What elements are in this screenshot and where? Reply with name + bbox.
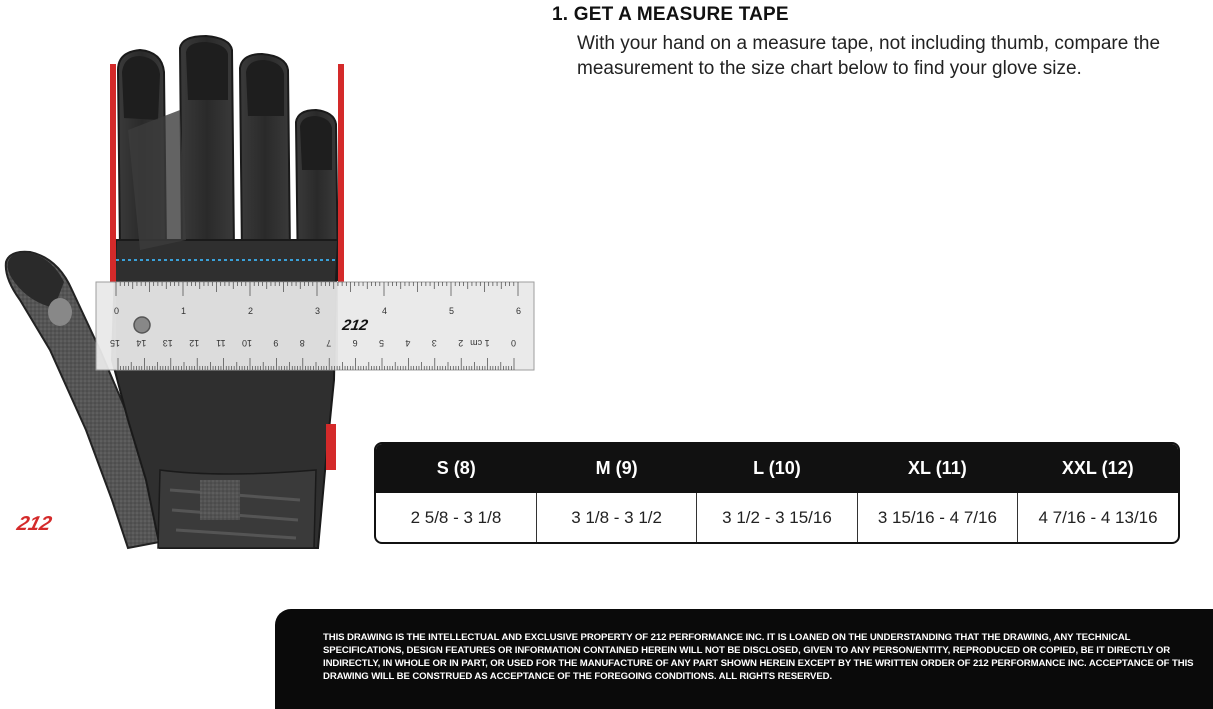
ruler-cm-label: 2 xyxy=(458,338,464,348)
legal-notice-text: THIS DRAWING IS THE INTELLECTUAL AND EXCLUSIVE PROPERTY OF 212 PERFORMANCE INC. IT IS LOANED ON THE UNDERSTANDING THAT THE DRAWING, ANY TECHNICAL SPECIFICATIONS, DESIGN FEATURES OR INFORMATION CONTAINED HEREIN WILL NOT BE DISCLOSED, GIVEN TO ANY PERSON/ENTITY, REPRODUCED OR COPIED, BE IT DIRECTLY OR INDIRECTLY, IN WHOLE OR IN PART, OR USED FOR THE MANUFACTURE OF ANY PART SHOWN HEREIN EXCEPT BY THE WRITTEN ORDER OF 212 PERFORMANCE INC. ACCEPTANCE OF THIS DRAWING WILL BE CONSTRUED AS ACCEPTANCE OF THE FOREGOING CONDITIONS. ALL RIGHTS RESERVED. xyxy=(323,632,1194,682)
size-range: 3 1/2 - 3 15/16 xyxy=(697,493,857,542)
ruler-inch-label: 6 xyxy=(516,306,522,316)
ruler-inch-label: 2 xyxy=(248,306,254,316)
size-range: 4 7/16 - 4 13/16 xyxy=(1018,493,1178,542)
ruler-inch-label: 3 xyxy=(315,306,321,316)
ruler-cm-label: 5 xyxy=(378,338,384,348)
size-header: L (10) xyxy=(697,444,857,493)
step-title: 1. GET A MEASURE TAPE xyxy=(552,4,789,25)
ruler-cm-label: 3 xyxy=(431,338,437,348)
measure-marker-left xyxy=(110,64,116,282)
ruler-cm-label: 8 xyxy=(299,338,305,348)
ruler-inch-label: 5 xyxy=(449,306,455,316)
ruler-cm-label: 4 xyxy=(405,338,411,348)
ruler-cm-label: 9 xyxy=(273,338,279,348)
size-header: S (8) xyxy=(376,444,536,493)
ruler-inch-label: 4 xyxy=(382,306,388,316)
step-instructions: With your hand on a measure tape, not including thumb, compare the measurement to the size chart below to find your glove size. xyxy=(577,33,1161,79)
size-chart-value-row xyxy=(376,493,1178,542)
ruler-cm-label: 6 xyxy=(352,338,358,348)
ruler-logo: 212 xyxy=(341,317,370,334)
size-header: M (9) xyxy=(536,444,696,493)
size-chart-header-row xyxy=(376,444,1178,493)
measure-ruler xyxy=(96,282,534,370)
ruler-cm-label: 12 xyxy=(189,338,200,348)
ruler-cm-label: 10 xyxy=(241,338,252,348)
size-range: 3 15/16 - 4 7/16 xyxy=(857,493,1017,542)
ruler-inch-label: 1 xyxy=(181,306,187,316)
ruler-inch-label: 0 xyxy=(114,306,120,316)
ruler-cm-label: 11 xyxy=(216,338,226,348)
legal-notice-panel xyxy=(275,609,1213,709)
size-chart-table xyxy=(374,442,1180,544)
ruler-cm-label: 7 xyxy=(326,338,332,348)
measure-marker-right xyxy=(338,64,344,282)
ruler-cm-label: 1 cm xyxy=(470,338,490,348)
size-header: XXL (12) xyxy=(1018,444,1178,493)
svg-text:212: 212 xyxy=(14,513,54,535)
size-header: XL (11) xyxy=(857,444,1017,493)
ruler-cm-label: 13 xyxy=(162,338,173,348)
ruler-cm-label: 0 xyxy=(510,338,516,348)
ruler-cm-label: 14 xyxy=(136,338,147,348)
glove-side-tag xyxy=(326,424,336,470)
ruler-cm-label: 15 xyxy=(109,338,120,348)
size-range: 3 1/8 - 3 1/2 xyxy=(536,493,696,542)
size-range: 2 5/8 - 3 1/8 xyxy=(410,507,502,527)
